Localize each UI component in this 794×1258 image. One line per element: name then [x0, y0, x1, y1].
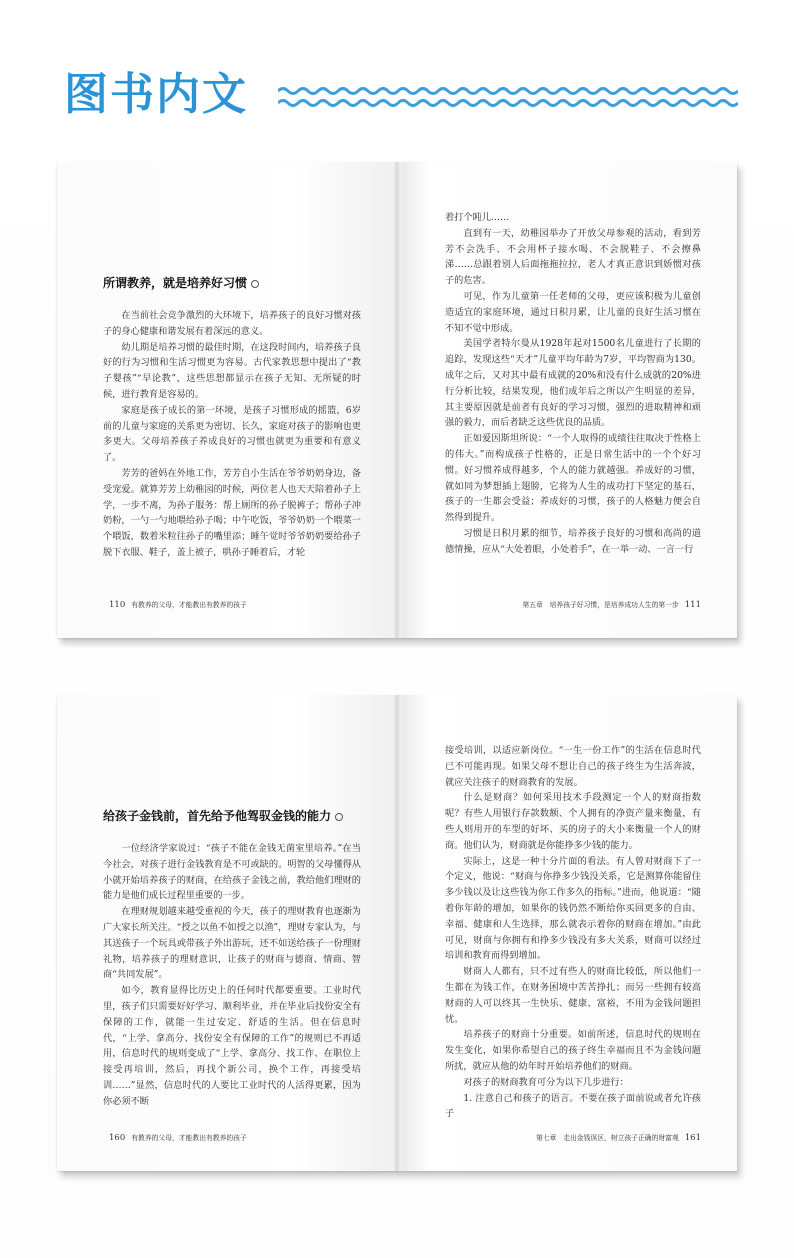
paragraph: 在当前社会竞争激烈的大环境下，培养孩子的良好习惯对孩子的身心健康和谐发展有着深远的意义。 — [103, 310, 361, 337]
paragraph: 幼儿期是培养习惯的最佳时期，在这段时间内，培养孩子良好的行为习惯和生活习惯更为容易。古代家教思想中提出了“教子婴孩”“早论教”，这些思想都显示在孩子无知、无所疑的时候，进行教育是容易的。 — [103, 341, 361, 400]
page-footer — [103, 1132, 247, 1143]
paragraph: 财商人人都有，只不过有些人的财商比较低，所以他们一生都在为钱工作，在财务困境中苦苦挣扎；而另一些拥有较高财商的人可以终其一生快乐、健康、富裕，不用为金钱问题担忧。 — [445, 966, 701, 1025]
circle-bullet-icon — [335, 813, 343, 821]
page-body — [103, 308, 361, 561]
paragraph: 对孩子的财商教育可分为以下几步进行： — [463, 1076, 629, 1088]
paragraph: 芳芳的爸妈在外地工作，芳芳自小生活在爷爷奶奶身边，备受宠爱。就算芳芳上幼稚园的时候，两位老人也天天陪着孙子上学，一步不离，为孙子服务：帮上厕所的孙子脱裤子；帮孙子冲奶粉，一勺一勺地喂给孙子喝；中午吃饭，爷爷奶奶一个喂菜一个喂饭，数着米粒往孙子的嘴里添；睡午觉时爷爷奶奶要给孙子脱下衣服、鞋子，盖上被子，哄孙子睡着后，才轮 — [103, 467, 361, 558]
section-title: 图书内文 — [64, 69, 248, 120]
paragraph: 直到有一天，幼稚园举办了开放父母参观的活动，看到芳芳不会洗手、不会用杯子接水喝、不会脱鞋子、不会擦鼻涕……总跟着别人后面拖拖拉拉，老人才真正意识到娇惯对孩子的危害。 — [445, 227, 701, 287]
book-spread-2 — [57, 695, 737, 1171]
book-spine — [393, 162, 401, 638]
paragraph: 着打个盹儿…… — [445, 212, 510, 223]
paragraph: 美国学者特尔曼从1928年起对1500名儿童进行了长期的追踪，发现这些“天才”儿童平均年龄为7岁，平均智商为130。成年之后，又对其中最有成就的20%和没有什么成就的20%进行分析比较，结果发现，他们成年后之所以产生明显的差异，其主要原因就是前者有良好的学习习惯，强烈的进取精神和顽强的毅力，而后者缺乏这些优良的品质。 — [445, 338, 701, 429]
page-number: 110 — [109, 600, 126, 610]
circle-bullet-icon — [251, 280, 259, 288]
book-page-161 — [397, 695, 737, 1171]
paragraph: 家庭是孩子成长的第一环境，是孩子习惯形成的摇篮，6岁前的儿童与家庭的关系更为密切、长久，家庭对孩子的影响也更多更大。父母培养孩子养成良好的习惯也就更为重要和有意义了。 — [103, 404, 361, 464]
paragraph: 习惯是日积月累的细节，培养孩子良好的习惯和高尚的道德情操，应从“大处着眼，小处着手”，在一举一动、一言一行 — [445, 527, 701, 555]
page-footer — [103, 599, 247, 610]
paragraph: 什么是财商？如何采用技术手段测定一个人的财商指数呢？有些人用银行存款数额、个人拥有的净资产量来衡量，有些人则用开的车型的好坏、买的房子的大小来衡量一个人的财商。他们认为，财商就是你能挣多少钱的能力。 — [445, 792, 701, 851]
running-title: 第七章 走出金钱误区，树立孩子正确的财富观 — [536, 1134, 679, 1142]
running-title: 第五章 培养孩子好习惯，是培养成功人生的第一步 — [522, 601, 679, 609]
section-heading: 给孩子金钱前，首先给予他驾驭金钱的能力 — [103, 807, 373, 824]
page-number: 161 — [684, 1133, 701, 1143]
book-spread-1 — [57, 162, 737, 638]
page-body — [445, 210, 701, 558]
paragraph: 培养孩子的财商十分重要。如前所述，信息时代的规则在发生变化，如果你希望自己的孩子终生幸福而且不为金钱问题所扰，就应从他的幼年时开始培养他们的财商。 — [445, 1029, 701, 1072]
paragraph: 正如爱因斯坦所说：“一个人取得的成绩往往取决于性格上的伟大。”而构成孩子性格的，正是日常生活中的一个个好习惯。好习惯养成得越多，个人的能力就越强。养成好的习惯，就如同为梦想插上翅膀，它将为人生的成功打下坚定的基石，孩子的一生都会受益；养成好的习惯，孩子的人格魅力便会自然得到提升。 — [445, 433, 701, 524]
book-page-110 — [57, 162, 397, 638]
page-footer — [522, 599, 707, 610]
section-heading: 所谓教养，就是培养好习惯 — [103, 274, 373, 291]
page-number: 111 — [684, 600, 701, 610]
paragraph: 接受培训，以适应新岗位。“一生一份工作”的生活在信息时代已不可能再现。如果父母不想让自己的孩子终生为生活奔波，就应关注孩子的财商教育的发展。 — [445, 745, 701, 788]
paragraph: 1. 注意自己和孩子的语言。不要在孩子面前说或者允许孩子 — [445, 1092, 701, 1120]
page-footer — [536, 1132, 707, 1143]
book-page-111 — [397, 162, 737, 638]
book-page-160 — [57, 695, 397, 1171]
paragraph: 可见，作为儿童第一任老师的父母，更应该积极为儿童创造适宜的家庭环境，通过日积月累，让儿童的良好生活习惯在不知不觉中形成。 — [445, 290, 701, 334]
running-title: 有教养的父母，才能教出有教养的孩子 — [131, 1134, 247, 1142]
page-body — [103, 841, 361, 1110]
page-number: 160 — [109, 1133, 126, 1143]
wave-decoration-icon — [278, 82, 738, 112]
paragraph: 在理财规划越来越受重视的今天，孩子的理财教育也逐渐为广大家长所关注。“授之以鱼不如授之以渔”，理财专家认为，与其送孩子一个玩具或带孩子外出游玩，还不如送给孩子一份理财礼物，培养孩子的理财意识，让孩子的财商与德商、情商、智商“共同发展”。 — [103, 906, 361, 981]
book-spine — [393, 695, 401, 1171]
paragraph: 如今，教育显得比历史上的任何时代都要重要。工业时代里，孩子们只需要好好学习、顺利毕业，并在毕业后找份安全有保障的工作，就能一生过安定、舒适的生活。但在信息时代，“上学、拿高分、找份安全有保障的工作”的规则已不再适用，信息时代的规则变成了“上学、拿高分、找工作、在职位上接受再培训，然后，再找个新公司，换个工作，再接受培训……”显然，信息时代的人要比工业时代的人活得更累，因为你必须不断 — [103, 985, 361, 1107]
page-body — [445, 743, 701, 1122]
paragraph: 实际上，这是一种十分片面的看法。有人曾对财商下了一个定义，他说：“财商与你挣多少钱没关系，它是测算你能留住多少钱以及让这些钱为你工作多久的指标。”进而，他说道：“随着你年龄的增加，如果你的钱仍然不断给你买回更多的自由、幸福、健康和人生选择，那么就表示着你的财商在增加。”由此可见，财商与你拥有和挣多少钱没有多大关系，财商可以经过培训和教育而得到增加。 — [445, 855, 701, 962]
running-title: 有教养的父母，才能教出有教养的孩子 — [131, 601, 247, 609]
paragraph: 一位经济学家说过：“孩子不能在金钱无菌室里培养。”在当今社会，对孩子进行金钱教育是不可或缺的。明智的父母懂得从小就开始培养孩子的财商，在给孩子金钱之前，教给他们理财的能力是他们成长过程里重要的一步。 — [103, 843, 361, 902]
section-header — [0, 0, 794, 140]
